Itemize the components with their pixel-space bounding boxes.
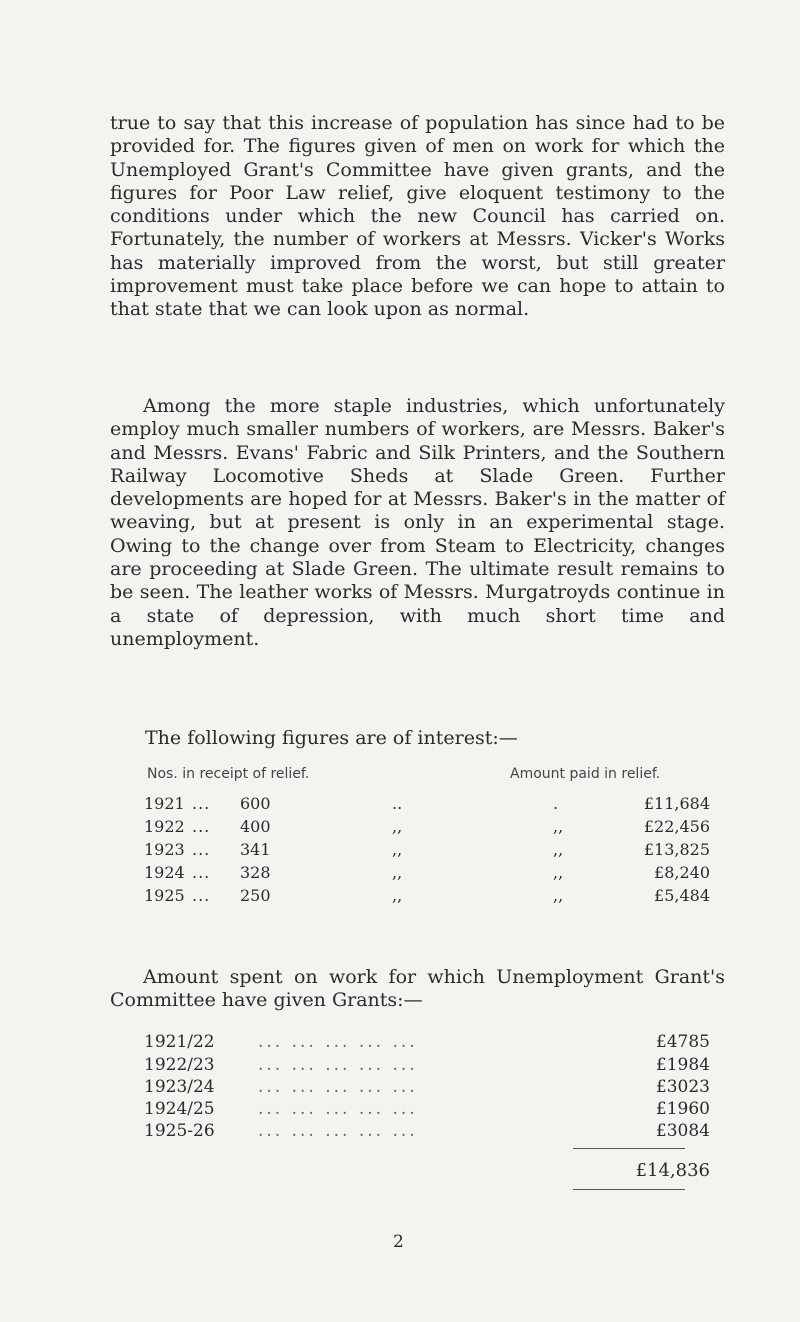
relief-ditto: ,, xyxy=(392,863,403,882)
grant-amount: £3023 xyxy=(655,1077,710,1097)
table-row xyxy=(0,1099,800,1121)
relief-ditto: ,, xyxy=(392,817,403,836)
grant-period: 1921/22 xyxy=(144,1032,215,1052)
relief-dots: ... xyxy=(192,863,211,882)
table-row xyxy=(0,1077,800,1099)
figures-intro: The following figures are of interest:— xyxy=(145,727,518,749)
paragraph-grants: Amount spent on work for which Unemployment Grant's Committee have given Grants:— xyxy=(110,966,725,1012)
grant-leader: ... ... ... ... ... xyxy=(258,1099,418,1119)
relief-header-right: Amount paid in relief. xyxy=(510,766,661,782)
relief-ditto: .. xyxy=(392,794,403,813)
grant-amount: £1984 xyxy=(655,1055,710,1075)
relief-ditto: ,, xyxy=(553,863,564,882)
grant-period: 1922/23 xyxy=(144,1055,215,1075)
grant-amount: £4785 xyxy=(655,1032,710,1052)
relief-ditto: ,, xyxy=(553,817,564,836)
relief-count: 250 xyxy=(240,886,271,905)
relief-count: 328 xyxy=(240,863,271,882)
paragraph-industries: Among the more staple industries, which unfortunately employ much smaller numbers of workers, are Messrs. Baker's and Messrs. Evans' Fabric and Silk Printers, and the Southern Railway Locomotive Sheds at Slade Green. Further developments are hoped for at Messrs. Baker's in the matter of weaving, but at present is only in an experimental stage. Owing to the change over from Steam to Electricity, changes are proceeding at Slade Green. The ultimate result remains to be seen. The leather works of Messrs. Murgatroyds continue in a state of depression, with much short time and unemployment. xyxy=(110,395,725,650)
grant-period: 1925-26 xyxy=(144,1121,215,1141)
relief-ditto: ,, xyxy=(392,840,403,859)
grant-leader: ... ... ... ... ... xyxy=(258,1032,418,1052)
relief-dots: ... xyxy=(192,840,211,859)
relief-dots: ... xyxy=(192,817,211,836)
relief-ditto: ,, xyxy=(392,886,403,905)
relief-dots: ... xyxy=(192,886,211,905)
relief-year: 1921 xyxy=(144,794,185,813)
grant-amount: £1960 xyxy=(655,1099,710,1119)
grant-amount: £3084 xyxy=(655,1121,710,1141)
relief-amount: £8,240 xyxy=(654,863,710,882)
relief-year: 1924 xyxy=(144,863,185,882)
relief-dots: ... xyxy=(192,794,211,813)
table-row xyxy=(0,1032,800,1054)
grant-period: 1923/24 xyxy=(144,1077,215,1097)
relief-ditto: ,, xyxy=(553,886,564,905)
table-row xyxy=(0,840,800,862)
table-row xyxy=(0,794,800,816)
table-row xyxy=(0,886,800,908)
relief-year: 1922 xyxy=(144,817,185,836)
grants-total: £14,836 xyxy=(635,1160,710,1181)
grant-leader: ... ... ... ... ... xyxy=(258,1121,418,1141)
relief-count: 400 xyxy=(240,817,271,836)
relief-amount: £13,825 xyxy=(643,840,710,859)
paragraph-population: true to say that this increase of population has since had to be provided for. The figures given of men on work for which the Unemployed Grant's Committee have given grants, and the figures for Poor Law relief, give eloquent testimony to the conditions under which the new Council has carried on. Fortunately, the number of workers at Messrs. Vicker's Works has materially improved from the worst, but still greater improvement must take place before we can hope to attain to that state that we can look upon as normal. xyxy=(110,112,725,321)
page-number: 2 xyxy=(393,1232,404,1252)
table-row xyxy=(0,863,800,885)
grant-leader: ... ... ... ... ... xyxy=(258,1077,418,1097)
table-row xyxy=(0,1121,800,1143)
relief-ditto: ,, xyxy=(553,840,564,859)
relief-amount: £5,484 xyxy=(654,886,710,905)
relief-ditto: . xyxy=(553,794,559,813)
table-row xyxy=(0,1055,800,1077)
relief-year: 1925 xyxy=(144,886,185,905)
relief-header-left: Nos. in receipt of relief. xyxy=(147,766,310,782)
sum-rule-bottom xyxy=(573,1189,685,1190)
relief-year: 1923 xyxy=(144,840,185,859)
relief-amount: £11,684 xyxy=(643,794,710,813)
relief-count: 341 xyxy=(240,840,271,859)
relief-count: 600 xyxy=(240,794,271,813)
grant-leader: ... ... ... ... ... xyxy=(258,1055,418,1075)
relief-amount: £22,456 xyxy=(643,817,710,836)
sum-rule-top xyxy=(573,1148,685,1149)
table-row xyxy=(0,817,800,839)
grant-period: 1924/25 xyxy=(144,1099,215,1119)
